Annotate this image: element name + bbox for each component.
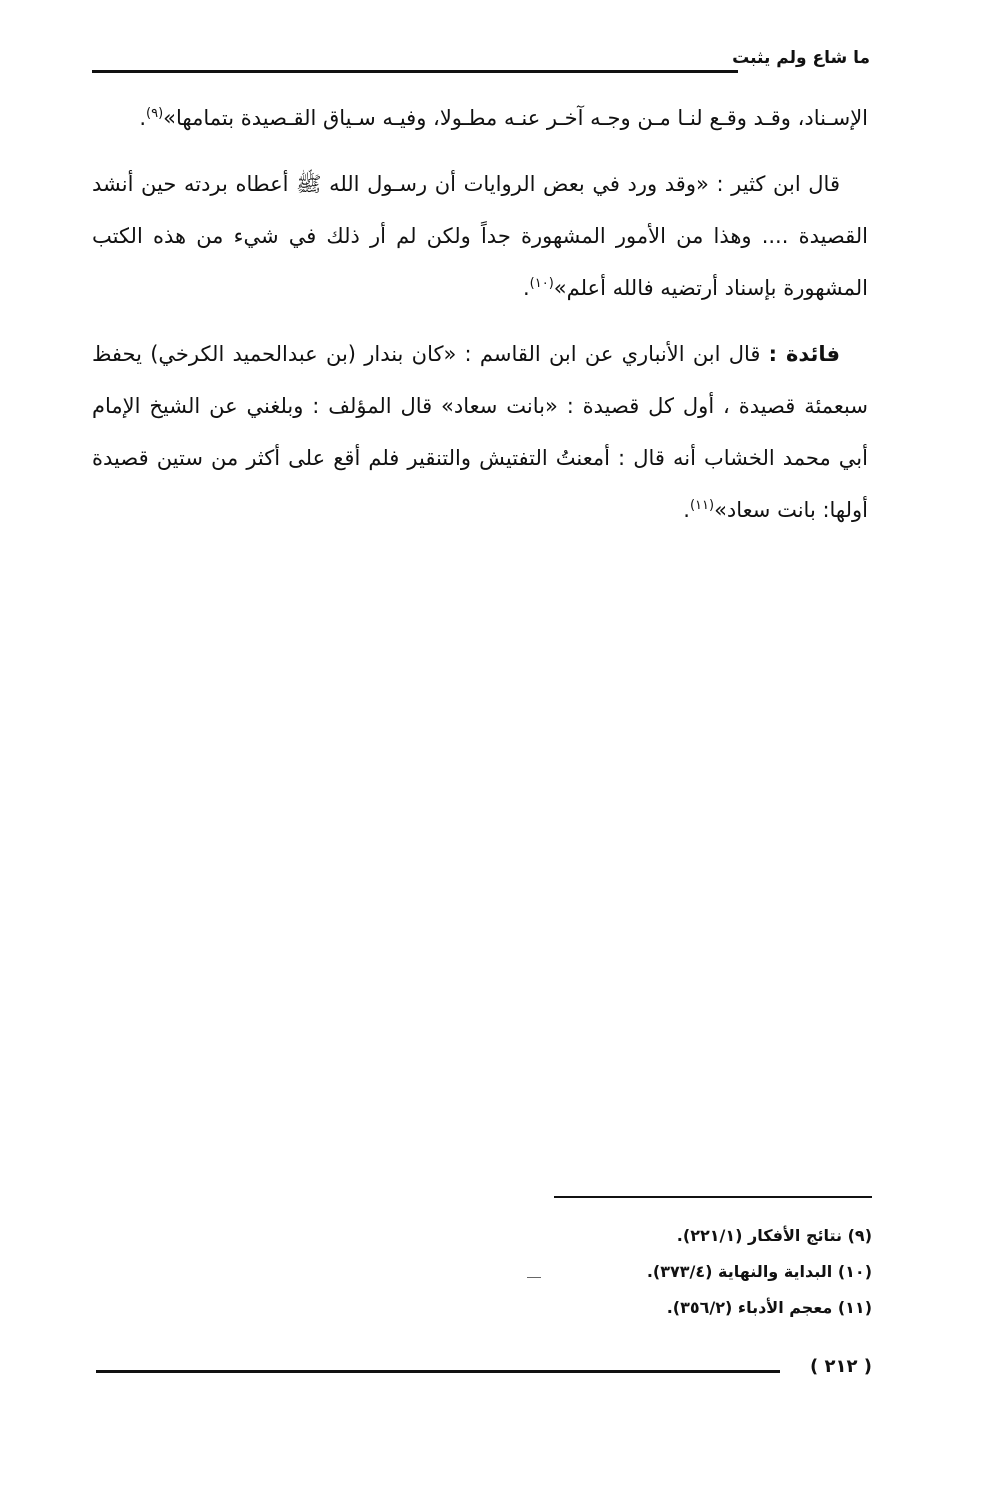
paragraph-1-text: الإسـناد، وقـد وقـع لنـا مـن وجـه آخـر عنـه مطـولا، وفيـه سـياق القـصيدة بتمامها» [163,106,868,130]
footer-rule [96,1370,780,1373]
paragraph-3 [92,328,868,536]
footnote-ref-10: (١٠) [529,276,554,291]
footnote-11: (١١) معجم الأدباء (٣٥٦/٢). [666,1298,872,1317]
paragraph-3-end: . [683,498,690,522]
running-header [92,48,870,78]
header-rule [92,70,738,73]
page-footer [96,1356,872,1386]
body-text [92,92,868,550]
scan-mark [527,1277,541,1278]
page-number: ( ٢١٢ ) [810,1356,872,1377]
running-header-title: ما شاع ولم يثبت [732,48,870,68]
paragraph-1-end: . [139,106,147,130]
paragraph-2 [92,158,868,314]
footnote-ref-11: (١١) [689,498,715,513]
footnote-10: (١٠) البداية والنهاية (٣٧٣/٤). [646,1262,872,1281]
footnotes [452,1218,872,1326]
footnote-separator [554,1196,872,1198]
paragraph-2-text: قال ابن كثير : «وقد ورد في بعض الروايات أن رسـول الله ﷺ أعطاه بردته حين أنشد القصيدة .... وهذا من الأمور المشهورة جداً ولكن لم أر ذلك في شيء من هذه الكتب المشهورة بإسناد أرتضيه فالله أعلم» [92,172,868,300]
paragraph-3-text: قال ابن الأنباري عن ابن القاسم : «كان بندار (بن عبدالحميد الكرخي) يحفظ سبعمئة قصيدة ، أول كل قصيدة : «بانت سعاد» قال المؤلف : وبلغني عن الشيخ الإمام أبي محمد الخشاب أنه قال : أمعنتُ التفتيش والتنقير فلم أقع على أكثر من ستين قصيدة أولها: بانت سعاد» [92,342,868,522]
paragraph-3-lead: فائدة : [768,342,840,366]
footnote-9: (٩) نتائج الأفكار (٢٢١/١). [676,1226,872,1245]
paragraph-2-end: . [522,276,530,300]
paragraph-1 [92,92,868,144]
footnote-ref-9: (٩) [146,106,164,121]
